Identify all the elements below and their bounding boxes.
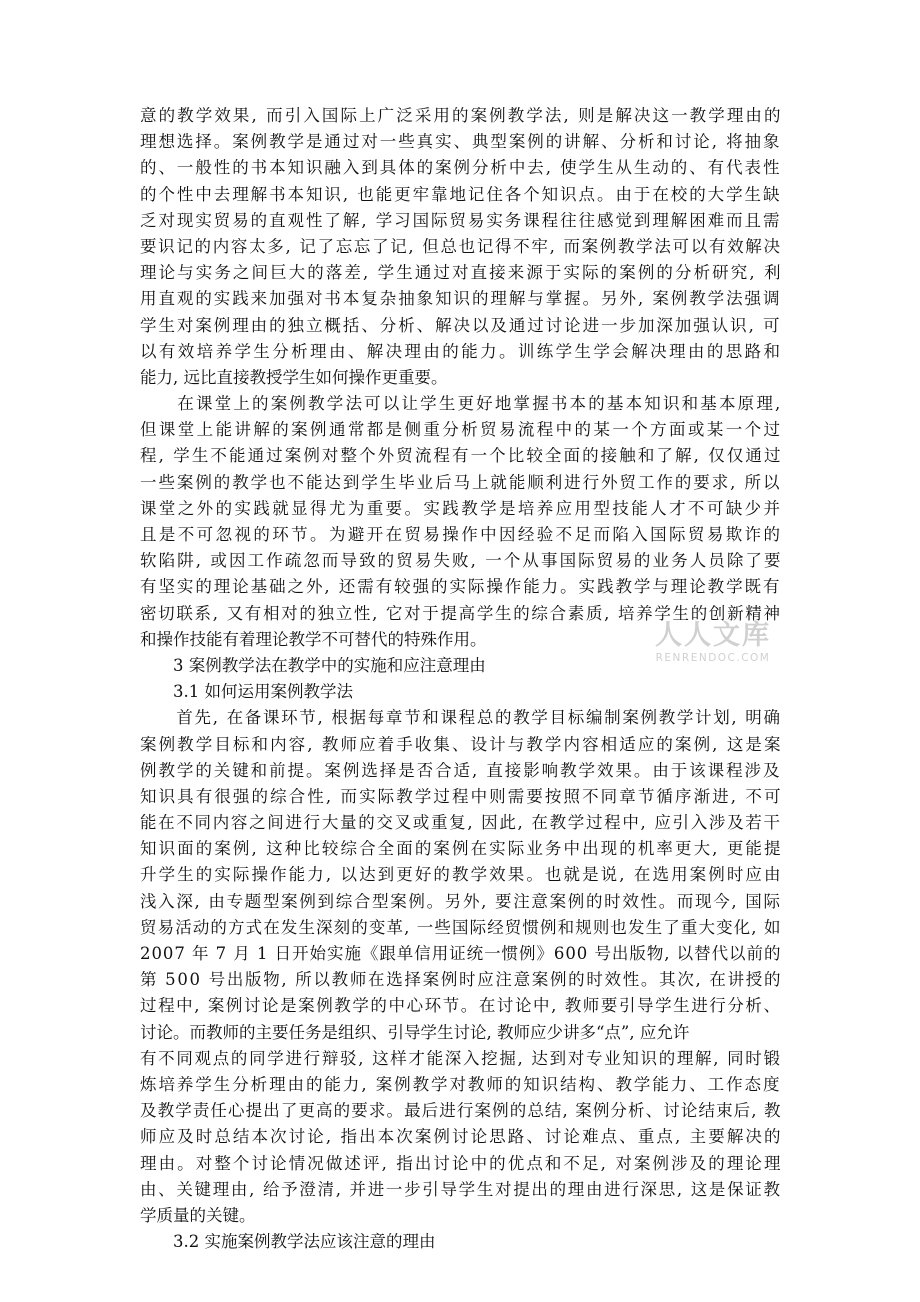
text-line: 理论与实务之间巨大的落差, 学生通过对直接来源于实际的案例的分析研究, 利	[140, 263, 783, 283]
watermark-sub-text: RENRENDOC.COM	[655, 652, 771, 664]
text-line: 过程中, 案例讨论是案例教学的中心环节。在讨论中, 教师要引导学生进行分析、	[140, 996, 782, 1016]
text-line: 3.2 实施案例教学法应该注意的理由	[140, 1232, 436, 1252]
text-line: 2007 年 7 月 1 日开始实施《跟单信用证统一惯例》600 号出版物, 以替代以前的	[140, 944, 782, 963]
watermark-main-text: 人人文库	[655, 620, 771, 651]
text-line: 及教学责任心提出了更高的要求。最后进行案例的总结, 案例分析、讨论结束后, 教	[140, 1101, 782, 1121]
text-line: 乏对现实贸易的直观性了解, 学习国际贸易实务课程往往感觉到理解困难而且需	[140, 210, 782, 230]
body-text	[140, 103, 783, 1255]
text-line: 的个性中去理解书本知识, 也能更牢靠地记住各个知识点。由于在校的大学生缺	[140, 184, 782, 204]
text-line: 在课堂上的案例教学法可以让学生更好地掌握书本的基本知识和基本原理,	[140, 394, 783, 414]
text-line: 有坚实的理论基础之外, 还需有较强的实际操作能力。实践教学与理论教学既有	[140, 577, 782, 597]
text-line: 3 案例教学法在教学中的实施和应注意理由	[140, 655, 486, 675]
text-line: 炼培养学生分析理由的能力, 案例教学对教师的知识结构、教学能力、工作态度	[140, 1074, 782, 1094]
text-line: 有不同观点的同学进行辩驳, 这样才能深入挖掘, 达到对专业知识的理解, 同时锻	[140, 1048, 782, 1068]
text-line: 贸易活动的方式在发生深刻的变革, 一些国际经贸惯例和规则也发生了重大变化, 如	[140, 917, 782, 937]
text-line: 软陷阱, 或因工作疏忽而导致的贸易失败, 一个从事国际贸易的业务人员除了要	[140, 551, 783, 571]
text-line: 师应及时总结本次讨论, 指出本次案例讨论思路、讨论难点、重点, 主要解决的	[140, 1127, 783, 1147]
text-line: 3.1 如何运用案例教学法	[140, 682, 353, 702]
text-line: 学生对案例理由的独立概括、分析、解决以及通过讨论进一步加深加强认识, 可	[140, 315, 782, 335]
text-line: 要识记的内容太多, 记了忘忘了记, 但总也记得不牢, 而案例教学法可以有效解决	[140, 236, 782, 256]
text-line: 和操作技能有着理论教学不可替代的特殊作用。	[140, 629, 487, 649]
text-line: 知识具有很强的综合性, 而实际教学过程中则需要按照不同章节循序渐进, 不可	[140, 786, 783, 806]
text-line: 用直观的实践来加强对书本复杂抽象知识的理解与掌握。另外, 案例教学法强调	[140, 289, 782, 309]
text-line: 由、关键理由, 给予澄清, 并进一步引导学生对提出的理由进行深思, 这是保证教	[140, 1179, 782, 1199]
text-line: 且是不可忽视的环节。为避开在贸易操作中因经验不足而陷入国际贸易欺诈的	[140, 525, 783, 544]
text-line: 密切联系, 又有相对的独立性, 它对于提高学生的综合素质, 培养学生的创新精神	[140, 603, 782, 623]
text-line: 第 500 号出版物, 所以教师在选择案例时应注意案例的时效性。其次, 在讲授的	[140, 970, 783, 990]
text-line: 知识面的案例, 这种比较综合全面的案例在实际业务中出现的机率更大, 更能提	[140, 839, 783, 859]
text-line: 但课堂上能讲解的案例通常都是侧重分析贸易流程中的某一个方面或某一个过	[140, 420, 783, 440]
text-line: 例教学的关键和前提。案例选择是否合适, 直接影响教学效果。由于该课程涉及	[140, 760, 782, 780]
text-line: 学质量的关键。	[140, 1205, 256, 1225]
text-line: 一些案例的教学也不能达到学生毕业后马上就能顺利进行外贸工作的要求, 所以	[140, 472, 782, 492]
text-line: 升学生的实际操作能力, 以达到更好的教学效果。也就是说, 在选用案例时应由	[140, 865, 783, 885]
text-line: 以有效培养学生分析理由、解决理由的能力。训练学生学会解决理由的思路和	[140, 341, 783, 361]
text-line: 讨论。而教师的主要任务是组织、引导学生讨论, 教师应少讲多“点”, 应允许	[140, 1022, 690, 1042]
text-line: 首先, 在备课环节, 根据每章节和课程总的教学目标编制案例教学计划, 明确	[140, 708, 782, 728]
text-line: 浅入深, 由专题型案例到综合型案例。另外, 要注意案例的时效性。而现今, 国际	[140, 891, 782, 911]
text-line: 理由。对整个讨论情况做述评, 指出讨论中的优点和不足, 对案例涉及的理论理	[140, 1153, 783, 1173]
text-line: 意的教学效果, 而引入国际上广泛采用的案例教学法, 则是解决这一教学理由的	[140, 106, 783, 125]
text-line: 理想选择。案例教学是通过对一些真实、典型案例的讲解、分析和讨论, 将抽象	[140, 132, 782, 152]
text-line: 能在不同内容之间进行大量的交叉或重复, 因此, 在教学过程中, 应引入涉及若干	[140, 813, 782, 833]
text-line: 案例教学目标和内容, 教师应着手收集、设计与教学内容相适应的案例, 这是案	[140, 734, 783, 754]
text-line: 能力, 远比直接教授学生如何操作更重要。	[140, 367, 448, 387]
text-line: 课堂之外的实践就显得尤为重要。实践教学是培养应用型技能人才不可缺少并	[140, 498, 783, 518]
text-line: 程, 学生不能通过案例对整个外贸流程有一个比较全面的接触和了解, 仅仅通过	[140, 446, 783, 466]
text-line: 的、一般性的书本知识融入到具体的案例分析中去, 使学生从生动的、有代表性	[140, 158, 782, 178]
